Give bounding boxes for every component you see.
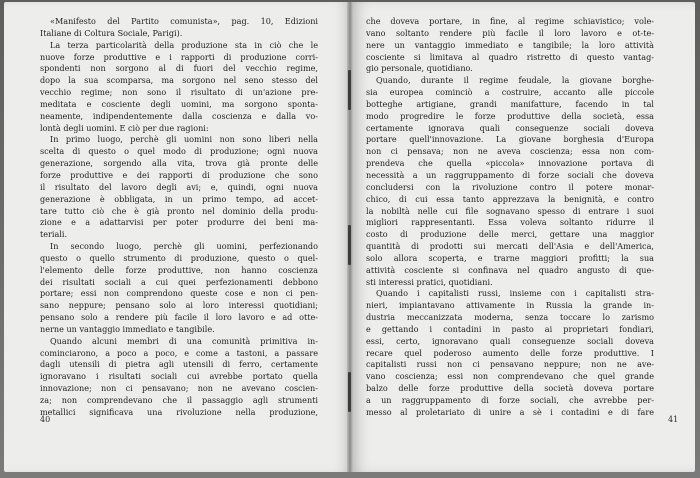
text-line: portare quell'innovazione. La giovane borghesia d'Europa [366,134,654,145]
text-line: nere un vantaggio immediato e tangibile; la loro attività [366,39,654,50]
text-line: La terza particolarità della produzione sta in ciò che le [50,39,318,50]
staple-middle [348,225,351,265]
right-page-number: 41 [668,415,679,424]
text-line: metallici significava una rivoluzione nella produzione, [40,406,318,417]
left-page-number: 40 [40,415,51,424]
right-page-text [366,16,654,419]
text-line: a un raggruppamento di forze sociali, che avrebbe per- [366,395,654,405]
text-line: nerne un vantaggio immediato e tangibile. [40,323,215,334]
text-line: botteghe artigiane, grandi manifatture, facendo in tal [366,98,654,109]
text-line: quantità di prodotti sui mercati dell'Asia e dell'America, [366,241,654,252]
text-line: meditata e cosciente degli uomini, ma sorgono sponta- [40,98,318,109]
text-line: ignoravano i risultati sociali cui avrebbe portato quella [40,371,318,382]
text-line: cominciarono, a poco a poco, e come a tastoni, a passare [40,347,318,358]
text-line: gio personale, quotidiano. [366,63,473,74]
text-line: l'elemento delle forze produttive, non hanno coscienza [40,264,318,275]
staple-top [348,70,351,110]
text-line: nuove forze produttive e i rapporti di produzione corri- [40,51,318,62]
text-line: essi, certo, ignoravano quali conseguenze sociali doveva [366,335,654,346]
text-line: forze produttive e dei rapporti di produzione che sono [40,169,318,180]
right-page [350,2,695,472]
text-line: che doveva portare, in fine, al regime schiavistico; vole- [366,16,654,26]
text-line: balzo delle forze produttive della società doveva portare [366,383,654,394]
text-line: il risultato del lavoro degli avi; e, quindi, ogni nuova [40,181,318,192]
text-line: dustria meccanizzata moderna, senza toccare lo zarismo [366,312,654,323]
text-line: dopo la sua scomparsa, ma sorgono nel seno stesso del [40,75,318,86]
text-line: innovazione; non ci pensavano; non ne avevano coscien- [40,383,318,394]
text-line: dei risultati sociali a cui quei perfezionamenti debbono [40,276,318,287]
text-line: spondenti non sorgono al di fuori del vecchio regime, [40,63,318,74]
text-line: modo progredire le forze produttive della società, essa [366,110,654,121]
text-line: la nobiltà nelle cui file sognavano spesso di entrare i suoi [366,205,654,216]
text-line: vano soltanto rendere più facile il loro lavoro e ot-te- [366,27,654,38]
text-line: solo allora scoperta, e trarne maggiori profitti; la sua [366,252,654,263]
text-line: teriali. [40,229,68,240]
text-line: necessità a un raggruppamento di forze sociali che doveva [366,169,654,180]
text-line: vano coscienza; essi non comprendevano che quel grande [366,371,654,382]
text-line: scelta di questo o quel modo di produzione; ogni nuova [40,146,318,157]
text-line: attività cosciente si confinava nel quadro angusto di que- [366,264,654,275]
text-line: tare tutto ciò che è già pronto nel dominio della produ- [40,205,318,216]
text-line: certamente ignorava quali conseguenze sociali doveva [366,122,654,133]
text-line: recare quel poderoso aumento delle forze produttive. I [366,347,654,358]
text-line: messo al proletariato di unire a sè i contadini e di fare [366,406,654,417]
text-line: concludersi con la rivoluzione contro il potere monar- [366,181,654,192]
text-line: generazione, sorgendo alla vita, trova già pronte delle [40,158,318,169]
text-line: dagli utensili di pietra agli utensili di ferro, certamente [40,359,318,370]
text-line: capitalisti russi non ci pensavano neppure; non ne ave- [366,359,654,370]
text-line: costo di produzione delle merci, gettare una maggior [366,229,654,240]
text-line: lontà degli uomini. E ciò per due ragioni: [40,122,209,133]
text-line: In secondo luogo, perchè gli uomini, perfezionando [50,241,318,252]
text-line: sano neppure; pensano solo ai loro interessi quotidiani; [40,300,318,311]
text-line: questo o quello strumento di produzione, questo o quel- [40,252,318,263]
text-line: zione e a adattarvisi per poter produrre dei beni ma- [40,217,318,228]
text-line: pensano solo a rendere più facile il loro lavoro e ad otte- [40,312,318,323]
text-line: «Manifesto del Partito comunista», pag. 10, Edizioni [50,16,318,26]
text-line: portare; essi non comprendono queste cose e non ci pen- [40,288,318,299]
text-line: e gettando i contadini in pasto ai proprietari fondiari, [366,323,654,334]
text-line: generazione è obbligata, in un primo tempo, ad accet- [40,193,318,204]
text-line: cosciente si limitava al quadro ristretto di questo vantag- [366,51,654,62]
text-line: nieri, impiantavano attivamente in Russia la grande in- [366,300,654,311]
text-line: prendeva che quella «piccola» innovazione portava di [366,158,654,169]
text-line: za; non comprendevano che il passaggio agli strumenti [40,395,318,405]
text-line: sia europea cominciò a costruire, accanto alle piccole [366,87,654,98]
text-line: neamente, indipendentemente dalla coscienza e dalla vo- [40,110,318,121]
text-line: sti interessi pratici, quotidiani. [366,276,493,287]
text-line: Quando i capitalisti russi, insieme con i capitalisti stra- [376,288,654,299]
text-line: chico, di cui essa tanto apprezzava la benignità, e contro [366,193,654,204]
text-line: Quando alcuni membri di una comunità primitiva in- [50,335,318,346]
left-page-text [40,16,318,419]
text-line: vecchio regime; non sono il risultato di un'azione pre- [40,87,318,98]
left-page [4,2,350,472]
text-line: Quando, durante il regime feudale, la giovane borghe- [376,75,654,86]
text-line: non ci pensava; non ne aveva coscienza; essa non com- [366,146,654,157]
staple-bottom [348,372,351,412]
text-line: migliori rappresentanti. Essa voleva soltanto ridurre il [366,217,654,228]
text-line: Italiane di Coltura Sociale, Parigi). [40,27,183,38]
text-line: In primo luogo, perchè gli uomini non sono liberi nella [50,134,318,145]
